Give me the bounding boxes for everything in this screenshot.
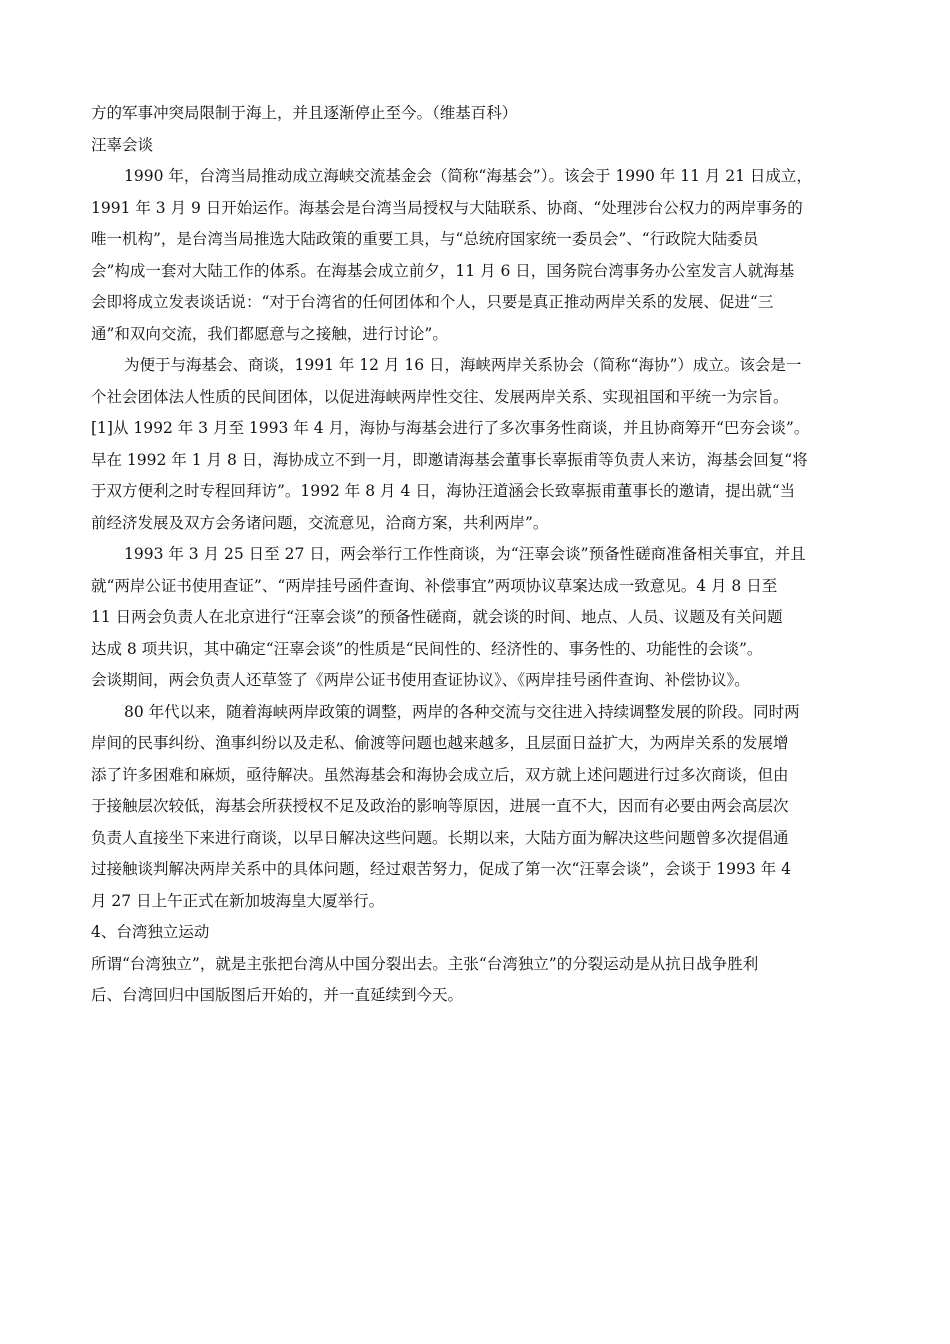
text-line: 唯一机构”，是台湾当局推选大陆政策的重要工具，与“总统府国家统一委员会”、“行政院大陆委员 (91, 230, 759, 248)
section-heading-wang-gu-talks: 汪辜会谈 (91, 135, 154, 154)
text-line: 通”和双向交流，我们都愿意与之接触，进行讨论”。 (91, 324, 448, 343)
document-body (91, 98, 861, 1012)
text-line: 方的军事冲突局限制于海上，并且逐渐停止至今。（维基百科） (91, 104, 518, 122)
text-line: 会”构成一套对大陆工作的体系。在海基会成立前夕，11 月 6 日，国务院台湾事务办公室发言人就海基 (91, 261, 795, 280)
text-line: 于双方便利之时专程回拜访”。1992 年 8 月 4 日，海协汪道涵会长致辜振甫董事长的邀请，提出就“当 (91, 482, 796, 500)
text-line: 会即将成立发表谈话说：“对于台湾省的任何团体和个人，只要是真正推动两岸关系的发展、促进“三 (91, 293, 774, 311)
section-heading-taiwan-independence: 4、台湾独立运动 (91, 923, 210, 941)
text-line: 1990 年，台湾当局推动成立海峡交流基金会（简称“海基会”）。该会于 1990 年 11 月 21 日成立， (124, 167, 812, 185)
text-line: 1991 年 3 月 9 日开始运作。海基会是台湾当局授权与大陆联系、协商、“处理涉台公权力的两岸事务的 (91, 198, 803, 217)
text-line: 就“两岸公证书使用查证”、“两岸挂号函件查询、补偿事宜”两项协议草案达成一致意见。4 月 8 日至 (91, 576, 778, 595)
text-line: 个社会团体法人性质的民间团体，以促进海峡两岸性交往、发展两岸关系、实现祖国和平统一为宗旨。 (91, 387, 789, 406)
text-line: 早在 1992 年 1 月 8 日，海协成立不到一月，即邀请海基会董事长辜振甫等负责人来访，海基会回复“将 (91, 450, 808, 469)
text-line: 会谈期间，两会负责人还草签了《两岸公证书使用查证协议》、《两岸挂号函件查询、补偿协议》。 (91, 671, 750, 689)
text-line: 后、台湾回归中国版图后开始的，并一直延续到今天。 (91, 986, 464, 1004)
text-line: 过接触谈判解决两岸关系中的具体问题，经过艰苦努力，促成了第一次“汪辜会谈”，会谈于 1993 年 4 (91, 860, 791, 878)
text-line: 达成 8 项共识，其中确定“汪辜会谈”的性质是“民间性的、经济性的、事务性的、功能性的会谈”。 (91, 639, 763, 658)
text-line: 添了许多困难和麻烦，亟待解决。虽然海基会和海协会成立后，双方就上述问题进行过多次商谈，但由 (91, 765, 789, 784)
text-line: 1993 年 3 月 25 日至 27 日，两会举行工作性商谈，为“汪辜会谈”预备性磋商准备相关事宜，并且 (124, 545, 806, 563)
text-line: [1]从 1992 年 3 月至 1993 年 4 月，海协与海基会进行了多次事务性商谈，并且协商筹开“巴夯会谈”。 (91, 419, 810, 437)
text-line: 岸间的民事纠纷、渔事纠纷以及走私、偷渡等问题也越来越多，且层面日益扩大，为两岸关系的发展增 (91, 734, 789, 752)
text-line: 80 年代以来，随着海峡两岸政策的调整，两岸的各种交流与交往进入持续调整发展的阶段。同时两 (124, 702, 800, 721)
text-line: 负责人直接坐下来进行商谈，以早日解决这些问题。长期以来，大陆方面为解决这些问题曾多次提倡通 (91, 828, 789, 847)
text-line: 11 日两会负责人在北京进行“汪辜会谈”的预备性磋商，就会谈的时间、地点、人员、议题及有关问题 (91, 608, 783, 626)
text-line: 月 27 日上午正式在新加坡海皇大厦举行。 (91, 891, 385, 910)
text-line: 所谓“台湾独立”，就是主张把台湾从中国分裂出去。主张“台湾独立”的分裂运动是从抗日战争胜利 (91, 954, 759, 973)
text-line: 为便于与海基会、商谈，1991 年 12 月 16 日，海峡两岸关系协会（简称“海协”）成立。该会是一 (124, 356, 802, 374)
text-line: 于接触层次较低，海基会所获授权不足及政治的影响等原因，进展一直不大，因而有必要由两会高层次 (91, 797, 789, 815)
text-line: 前经济发展及双方会务诸问题，交流意见，洽商方案，共利两岸”。 (91, 513, 549, 532)
